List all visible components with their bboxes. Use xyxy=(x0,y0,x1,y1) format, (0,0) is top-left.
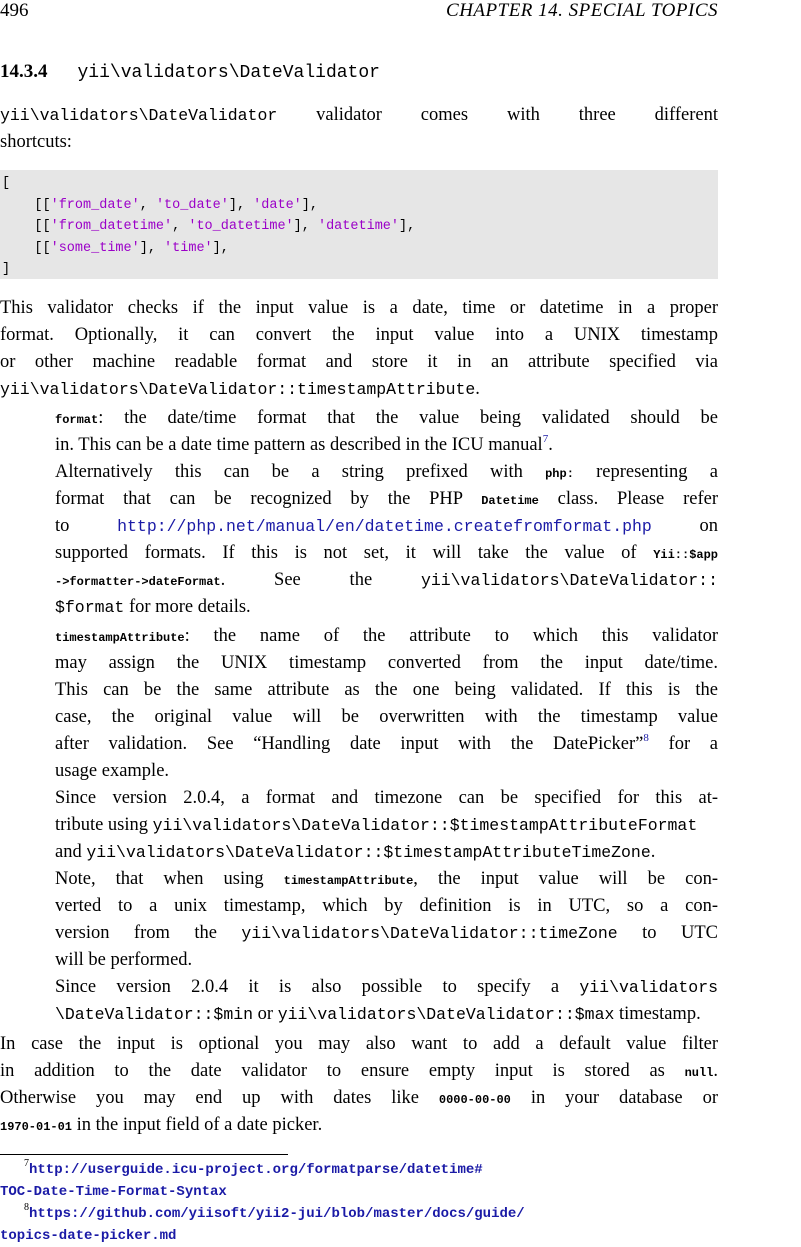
footnote-link[interactable]: https://github.com/yiisoft/yii2-jui/blob/master/docs/guide/ xyxy=(29,1206,525,1222)
section-heading xyxy=(0,60,380,85)
footnote-8: $^8$https://github.com/yiisoft/yii2-jui/blob/master/docs/guide/ topics-date-picker.md xyxy=(0,1202,525,1244)
inline-code: timestampAttribute xyxy=(55,631,185,645)
code-line: [['from_date', 'to_date'], 'date'], xyxy=(2,197,318,213)
page-number: 496 xyxy=(0,0,29,21)
description-paragraph: This validator checks if the input value is a date, time or datetime in a proper format. Optionally, it can convert the input value into a UNIX timestamp or other machine readable format and store it in an attribute specified via yii\validators\DateValidator::timestampAttribute. xyxy=(0,298,718,399)
section-number: 14.3.4 xyxy=(0,61,48,82)
footnote-link-cont[interactable]: TOC-Date-Time-Format-Syntax xyxy=(0,1184,227,1200)
list-item-timestamp-attribute: timestampAttribute: the name of the attribute to which this validator may assign the UNIX timestamp converted from the input date/time. This can be the same attribute as the one being validated. If this is the case, the original value will be overwritten with the timestamp value after validation. See “Handling date input with the DatePicker”$^8$ for a usage example. Since version 2.0.4, a format and timezone can be specified for this at- tribute using yii\validators\DateValidator::$timestampAttributeFormat and yii\validators\DateValidator::$timestampAttributeTimeZone. Note, that when using timestampAttribute, the input value will be con- verted to a unix timestamp, which by definition is in UTC, so a con- version from the yii\validators\DateValidator::timeZone to UTC will be performed. Since version 2.0.4 it is also possible to specify a yii\validators \DateValidator::$min or yii\validators\DateValidator::$max timestamp. xyxy=(55,626,719,1024)
php-docs-link[interactable]: http://php.net/manual/en/datetime.createfromformat.php xyxy=(117,517,652,536)
footnote-ref[interactable]: 7 xyxy=(542,433,549,445)
inline-code: yii\validators\DateValidator xyxy=(0,106,278,125)
footnote-ref[interactable]: 8 xyxy=(643,732,649,744)
code-block xyxy=(0,170,718,279)
intro-paragraph: yii\validators\DateValidator validator comes with three different shortcuts: xyxy=(0,105,718,152)
closing-paragraph: In case the input is optional you may also want to add a default value filter in addition to the date validator to ensure empty input is stored as null. Otherwise you may end up with dates like 0000-00-00 in your database or 1970-01-01 in the input field of a date picker. xyxy=(0,1034,718,1135)
code-line: [ xyxy=(2,176,11,191)
inline-code: format xyxy=(55,413,99,427)
footnote-link-cont[interactable]: topics-date-picker.md xyxy=(0,1228,177,1244)
list-item-format: format: the date/time format that the value being validated should be in. This can be a date time pattern as described in the ICU manual$^7$. Alternatively this can be a string prefixed with php: representing a format that can be recognized by the PHP Datetime class. Please refer to http://php.net/manual/en/datetime.createfromformat.php on supported formats. If this is not set, it will take the value of Yii::$app ->formatter->dateFormat. See the yii\validators\DateValidator:: $format for more details. xyxy=(55,408,719,617)
chapter-title: CHAPTER 14. SPECIAL TOPICS xyxy=(446,0,718,21)
footnote-divider xyxy=(0,1154,288,1155)
section-title: yii\validators\DateValidator xyxy=(77,63,380,83)
code-line: [['some_time'], 'time'], xyxy=(2,240,229,256)
inline-code: yii\validators\DateValidator::timestampAttribute xyxy=(0,380,476,399)
code-line: ] xyxy=(2,262,11,278)
footnote-7: $^7$http://userguide.icu-project.org/formatparse/datetime# TOC-Date-Time-Format-Syntax xyxy=(0,1158,483,1200)
running-header xyxy=(0,0,718,24)
footnote-link[interactable]: http://userguide.icu-project.org/formatparse/datetime# xyxy=(29,1162,483,1178)
code-line: [['from_datetime', 'to_datetime'], 'datetime'], xyxy=(2,219,416,235)
